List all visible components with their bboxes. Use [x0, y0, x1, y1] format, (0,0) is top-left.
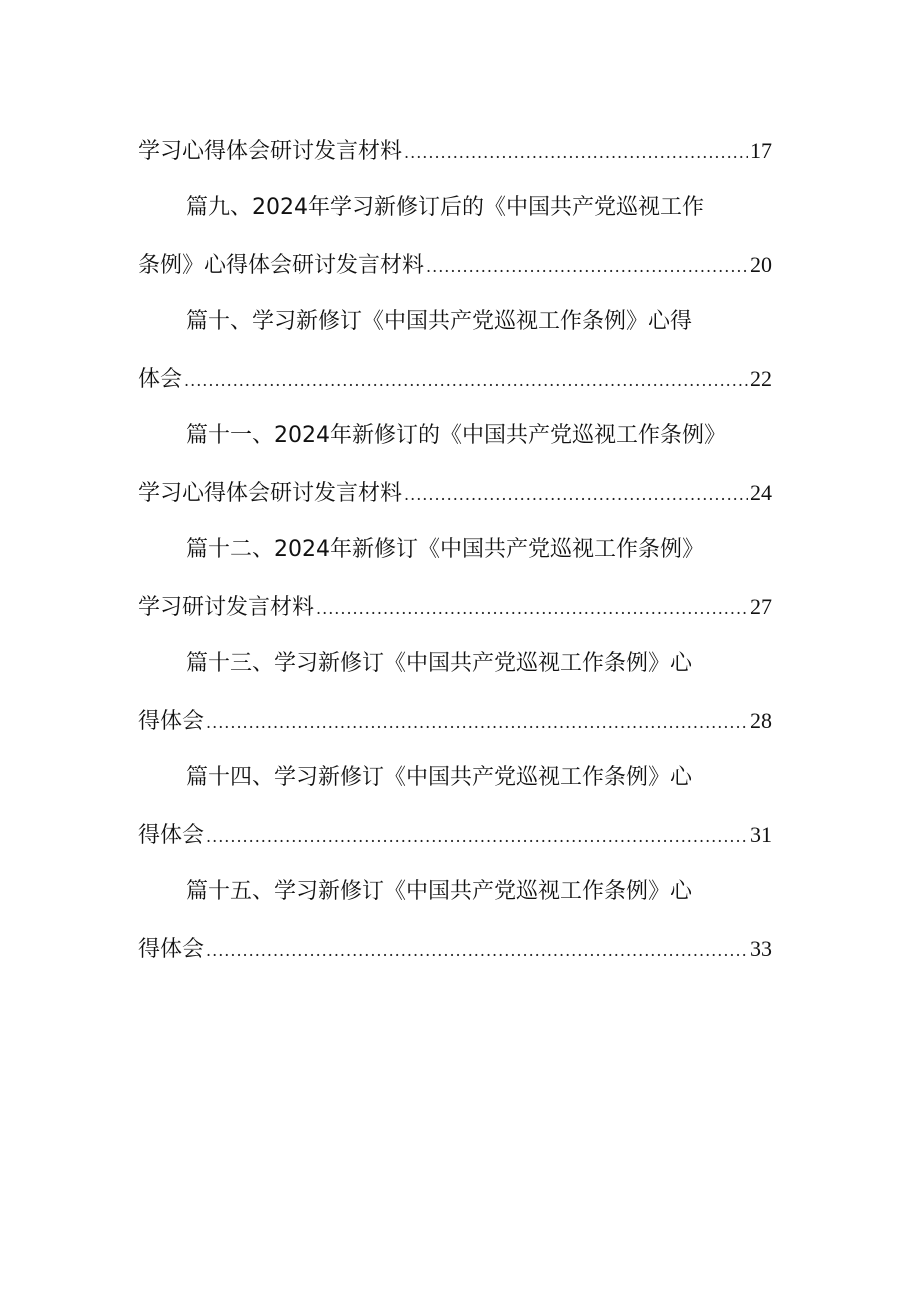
toc-entry-line[interactable]	[138, 806, 772, 863]
toc-page-number: 28	[750, 708, 772, 733]
dot-leader	[184, 352, 748, 407]
toc-page-number: 27	[750, 594, 772, 619]
toc-page-number: 20	[750, 252, 772, 277]
toc-page-number: 31	[750, 822, 772, 847]
toc-entry-line[interactable]	[138, 692, 772, 749]
toc-entry-line[interactable]	[138, 236, 772, 293]
toc-page-number: 33	[750, 936, 772, 961]
toc-entry-title[interactable]	[138, 635, 772, 692]
toc-entry-text: 篇十二、2024年新修订《中国共产党巡视工作条例》	[186, 537, 704, 562]
toc-entry-title[interactable]	[138, 749, 772, 806]
toc-entry-line[interactable]	[138, 122, 772, 179]
toc-page-number: 17	[750, 138, 772, 163]
table-of-contents	[138, 122, 772, 977]
toc-entry-title[interactable]	[138, 179, 772, 236]
dot-leader	[404, 124, 748, 179]
toc-entry-title[interactable]	[138, 521, 772, 578]
toc-entry-line[interactable]	[138, 920, 772, 977]
dot-leader	[206, 694, 748, 749]
toc-entry-line[interactable]	[138, 350, 772, 407]
toc-entry-text: 得体会	[138, 823, 205, 848]
toc-entry-text: 学习研讨发言材料	[138, 595, 315, 620]
toc-entry-text: 体会	[138, 367, 183, 392]
toc-entry-line[interactable]	[138, 464, 772, 521]
toc-entry-text: 篇十一、2024年新修订的《中国共产党巡视工作条例》	[186, 423, 726, 448]
toc-entry-text: 篇十四、学习新修订《中国共产党巡视工作条例》心	[186, 765, 693, 790]
toc-entry-line[interactable]	[138, 578, 772, 635]
toc-entry-text: 篇十、学习新修订《中国共产党巡视工作条例》心得	[186, 309, 693, 334]
toc-entry-text: 得体会	[138, 709, 205, 734]
toc-entry-text: 篇十五、学习新修订《中国共产党巡视工作条例》心	[186, 879, 693, 904]
toc-entry-title[interactable]	[138, 407, 772, 464]
toc-page-number: 24	[750, 480, 772, 505]
dot-leader	[404, 466, 748, 521]
toc-page-number: 22	[750, 366, 772, 391]
toc-entry-text: 条例》心得体会研讨发言材料	[138, 253, 425, 278]
toc-entry-title[interactable]	[138, 863, 772, 920]
toc-entry-text: 学习心得体会研讨发言材料	[138, 139, 403, 164]
toc-entry-text: 学习心得体会研讨发言材料	[138, 481, 403, 506]
dot-leader	[426, 238, 748, 293]
toc-entry-text: 篇十三、学习新修订《中国共产党巡视工作条例》心	[186, 651, 693, 676]
toc-entry-text: 得体会	[138, 937, 205, 962]
toc-entry-title[interactable]	[138, 293, 772, 350]
dot-leader	[316, 580, 748, 635]
toc-entry-text: 篇九、2024年学习新修订后的《中国共产党巡视工作	[186, 195, 704, 220]
dot-leader	[206, 922, 748, 977]
dot-leader	[206, 808, 748, 863]
